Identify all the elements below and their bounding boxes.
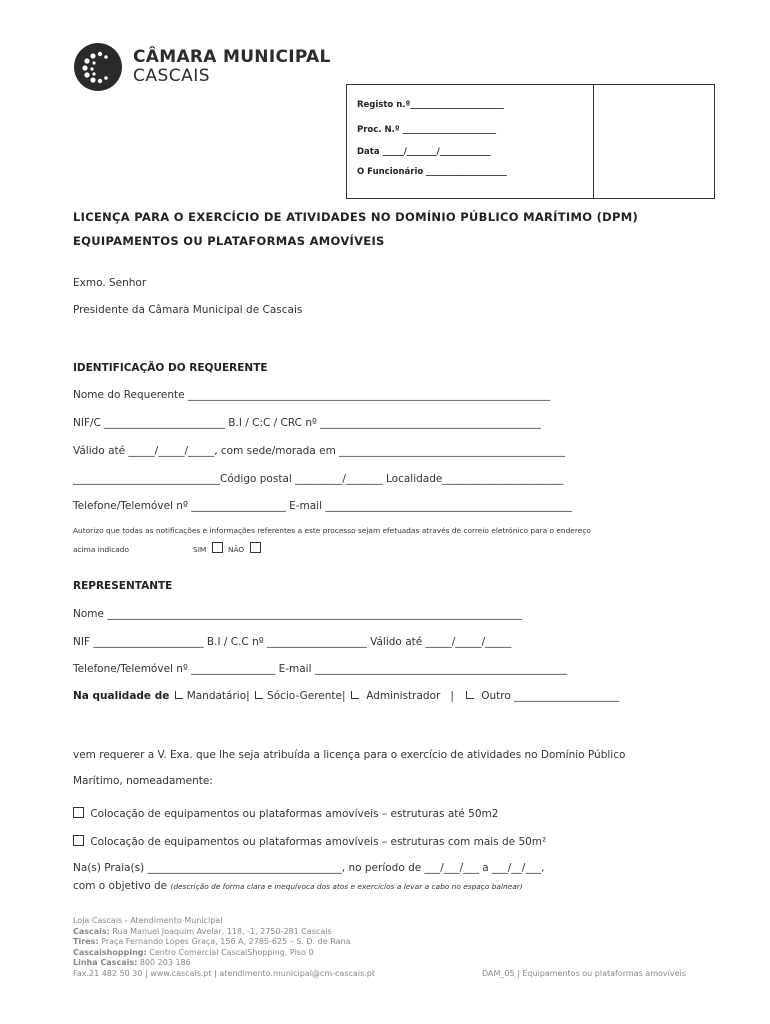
representante-telefone-field[interactable]: Telefone/Telemóvel nº ________________ E-mail ________________________________________________ [73,663,567,675]
mandatario-checkbox[interactable] [175,691,183,699]
requerente-codigo-field[interactable]: ____________________________Código postal _________/_______ Localidade_______________________ [73,473,564,485]
section-representante-heading: REPRESENTANTE [73,580,173,592]
sim-checkbox[interactable] [212,542,223,553]
requerente-telefone-field[interactable]: Telefone/Telemóvel nº __________________ E-mail _______________________________________________ [73,500,573,512]
document-subtitle: EQUIPAMENTOS OU PLATAFORMAS AMOVÍVEIS [73,234,385,248]
option-2-checkbox[interactable] [73,835,84,846]
representante-nif-field[interactable]: NIF _____________________ B.I / C.C nº ___________________ Válido até _____/_____/_____ [73,636,512,648]
autorizo-text: Autorizo que todas as notificações e informações referentes a este processo sejam efetuadas através de correio eletrónico para o endereço [73,526,591,535]
objetivo-label: com o objetivo de [73,880,168,892]
request-text-1: vem requerer a V. Exa. que lhe seja atribuída a licença para o exercício de atividades no Domínio Público [73,749,626,761]
cascais-logo-icon [73,42,123,92]
requerente-valido-field[interactable]: Válido até _____/_____/_____, com sede/morada em ___________________________________________ [73,445,565,457]
document-title: LICENÇA PARA O EXERCÍCIO DE ATIVIDADES NO DOMÍNIO PÚBLICO MARÍTIMO (DPM) [73,210,639,224]
qualidade-row [73,690,619,702]
recipient: Presidente da Câmara Municipal de Cascais [73,304,303,316]
separator: | [450,690,454,702]
objetivo-hint: (descrição de forma clara e inequívoca dos atos e exercícios a levar a cabo no espaço balnear) [170,882,523,891]
nao-checkbox[interactable] [250,542,261,553]
admin-label: Administrador [366,690,441,702]
objetivo-row [73,880,523,892]
footer-cascais-text: Rua Manuel Joaquim Avelar, 118, -1, 2750-281 Cascais [112,926,332,936]
brand-city: CASCAIS [133,66,211,86]
funcionario-field[interactable]: O Funcionário ___________________ [357,167,507,177]
request-text-2: Marítimo, nomeadamente: [73,775,213,787]
requerente-nif-field[interactable]: NIF/C _______________________ B.I / C:C / CRC nº __________________________________________ [73,417,541,429]
outro-checkbox[interactable] [466,691,474,699]
praia-field[interactable]: Na(s) Praia(s) _____________________________________, no período de ___/___/___ a ___/__/___, [73,862,545,874]
document-reference: DAM_05 | Equipamentos ou plataformas amovíveis [482,969,686,978]
socio-label: Sócio-Gerente| [267,690,346,702]
footer-line-1: Loja Cascais - Atendimento Municipal [73,916,223,925]
option-1-checkbox[interactable] [73,807,84,818]
salutation: Exmo. Senhor [73,277,147,289]
proc-field[interactable]: Proc. N.º ______________________ [357,125,497,135]
data-field[interactable]: Data _____/_______/____________ [357,147,491,157]
footer-tires-text: Praça Fernando Lopes Graça, 156 A, 2785-625 – S. D. de Rana [101,937,351,947]
representante-nome-field[interactable]: Nome _______________________________________________________________________________ [73,608,523,620]
footer-line-5 [73,958,375,969]
footer-linha-label: Linha Cascais: [73,958,138,968]
footer-line-6: Fax.21 482 50 30 | www.cascais.pt | atendimento.municipal@cm-cascais.pt [73,968,375,978]
autorizo-text-2: acima indicado [73,545,130,554]
brand-name: CÂMARA MUNICIPAL [133,47,331,67]
option-1-row [73,807,498,820]
footer-contacts [73,916,375,980]
footer-line-3 [73,937,375,948]
mandatario-label: Mandatário| [186,690,250,702]
footer-shopping-label: Cascaishopping: [73,947,147,957]
registo-field[interactable]: Registo n.º______________________ [357,100,504,110]
admin-checkbox[interactable] [351,691,359,699]
sim-label: SIM [193,545,207,554]
sim-option [193,542,264,554]
option-2-row [73,835,546,848]
footer-shopping-text: Centro Comercial CascaiShopping, Piso 0 [149,947,314,957]
qualidade-label: Na qualidade de [73,690,170,702]
footer-linha-text: 800 203 186 [139,958,191,968]
nao-label: NÃO [227,545,245,554]
footer-line-4 [73,948,375,959]
section-requerente-heading: IDENTIFICAÇÃO DO REQUERENTE [73,362,268,374]
requerente-nome-field[interactable]: Nome do Requerente _____________________________________________________________________ [73,389,551,401]
registry-divider [593,85,594,198]
outro-field[interactable]: Outro ____________________ [481,690,620,702]
option-1-label: Colocação de equipamentos ou plataformas amovíveis – estruturas até 50m2 [90,808,499,820]
footer-tires-label: Tires: [73,937,99,947]
option-2-label: Colocação de equipamentos ou plataformas amovíveis – estruturas com mais de 50m² [90,836,547,848]
footer-cascais-label: Cascais: [73,926,110,936]
footer-line-2 [73,927,375,938]
registry-box [346,84,715,199]
socio-checkbox[interactable] [255,691,263,699]
